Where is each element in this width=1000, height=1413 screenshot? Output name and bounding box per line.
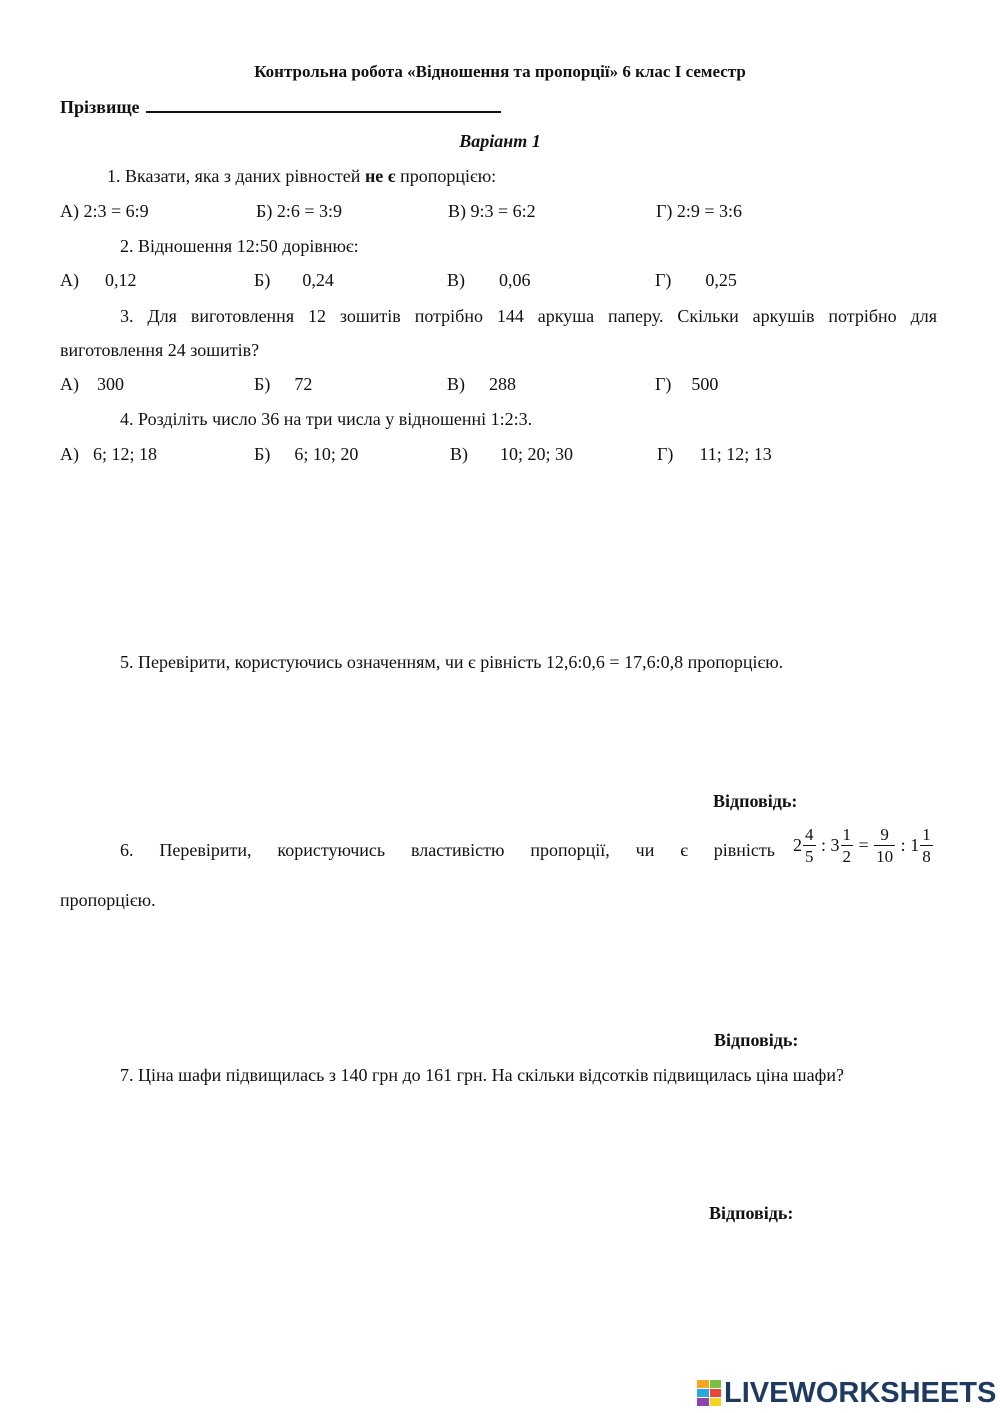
q3-option-c-value: 288 <box>489 374 516 394</box>
q2-option-d[interactable] <box>655 270 737 291</box>
question-1-bold: не є <box>364 166 396 186</box>
q4-option-b[interactable] <box>254 444 358 465</box>
q3-option-a-value: 300 <box>97 374 124 394</box>
q4-option-a-value: 6; 12; 18 <box>93 444 158 464</box>
q4-option-c-value: 10; 20; 30 <box>500 444 574 464</box>
liveworksheets-logo[interactable] <box>697 1378 996 1408</box>
q4-option-d-value: 11; 12; 13 <box>699 444 772 464</box>
q2-option-a[interactable] <box>60 270 137 291</box>
q3-option-d-value: 500 <box>691 374 719 394</box>
q3-option-c[interactable] <box>447 374 516 395</box>
q6-colon-1: : <box>821 835 827 855</box>
page-title: Контрольна робота «Відношення та пропорції» 6 клас І семестр <box>254 62 746 81</box>
q3-option-a-letter: А) <box>60 374 79 394</box>
q6-d-numerator: 1 <box>922 825 931 844</box>
q3-option-a[interactable] <box>60 374 124 395</box>
q6-b-whole: 3 <box>830 835 840 855</box>
q4-option-d[interactable] <box>657 444 772 465</box>
q2-option-b[interactable] <box>254 270 334 291</box>
q5-answer-label: Відповідь: <box>713 791 798 811</box>
q2-option-d-letter: Г) <box>655 270 672 290</box>
q6-a-whole: 2 <box>793 835 802 855</box>
q3-option-d-letter: Г) <box>655 374 672 394</box>
surname-blank-line[interactable] <box>146 97 501 113</box>
q6-a-numerator: 4 <box>805 825 814 844</box>
q6-b-numerator: 1 <box>842 825 852 844</box>
q6-c-numerator: 9 <box>874 826 895 846</box>
q6-fraction-a <box>803 826 816 865</box>
q4-option-b-letter: Б) <box>254 444 271 464</box>
question-6-line-2: пропорцією. <box>60 890 156 910</box>
q4-option-d-letter: Г) <box>657 444 674 464</box>
q2-option-c[interactable] <box>447 270 531 291</box>
question-7: 7. Ціна шафи підвищилась з 140 грн до 161 грн. На скільки відсотків підвищилась ціна шафи? <box>120 1065 844 1085</box>
q3-option-b[interactable] <box>254 374 312 395</box>
q1-option-d[interactable]: Г) 2:9 = 3:6 <box>656 201 743 221</box>
q6-colon-2: : <box>900 835 906 855</box>
question-1-prefix: 1. Вказати, яка з даних рівностей <box>107 166 365 186</box>
surname-label: Прізвище <box>60 97 140 117</box>
q3-option-b-letter: Б) <box>254 374 271 394</box>
q6-answer-label: Відповідь: <box>714 1030 799 1050</box>
q2-option-b-value: 0,24 <box>302 270 334 290</box>
question-3-line-2: виготовлення 24 зошитів? <box>60 340 260 360</box>
q3-option-c-letter: В) <box>447 374 465 394</box>
liveworksheets-logo-icon <box>697 1380 721 1406</box>
q6-a-denominator: 5 <box>805 847 814 866</box>
q1-option-c[interactable]: В) 9:3 = 6:2 <box>448 201 536 221</box>
q2-option-b-letter: Б) <box>254 270 271 290</box>
q1-option-a[interactable]: А) 2:3 = 6:9 <box>60 201 149 221</box>
question-1-suffix: пропорцією: <box>395 166 497 186</box>
question-1 <box>107 166 496 187</box>
q6-fraction-d <box>920 826 933 865</box>
q2-option-a-letter: А) <box>60 270 79 290</box>
q6-d-denominator: 8 <box>922 847 931 866</box>
q6-fraction-b <box>841 826 854 865</box>
q6-fraction-c <box>874 826 895 865</box>
q3-option-b-value: 72 <box>294 374 313 394</box>
q4-option-b-value: 6; 10; 20 <box>294 444 359 464</box>
q6-b-denominator: 2 <box>842 847 852 866</box>
question-5: 5. Перевірити, користуючись означенням, чи є рівність 12,6:0,6 = 17,6:0,8 пропорцією. <box>120 652 784 672</box>
variant-heading: Варіант 1 <box>459 131 541 151</box>
question-6-line-1: 6. Перевірити, користуючись властивістю пропорції, чи є рівність <box>120 840 775 860</box>
liveworksheets-logo-text: LIVEWORKSHEETS <box>724 1376 997 1409</box>
q1-option-b[interactable]: Б) 2:6 = 3:9 <box>256 201 342 221</box>
q6-c-denominator: 10 <box>876 847 894 866</box>
question-4: 4. Розділіть число 36 на три числа у відношенні 1:2:3. <box>120 409 533 429</box>
q7-answer-label: Відповідь: <box>709 1203 794 1223</box>
q4-option-c-letter: В) <box>450 444 468 464</box>
q2-option-c-value: 0,06 <box>499 270 531 290</box>
q4-option-a-letter: А) <box>60 444 79 464</box>
q6-d-whole: 1 <box>910 835 920 855</box>
q2-option-a-value: 0,12 <box>105 270 137 290</box>
q2-option-c-letter: В) <box>447 270 465 290</box>
q4-option-c[interactable] <box>450 444 573 465</box>
q6-equals: = <box>858 835 869 855</box>
question-2: 2. Відношення 12:50 дорівнює: <box>120 236 359 256</box>
q6-math-expression <box>793 826 934 865</box>
q4-option-a[interactable] <box>60 444 157 465</box>
q2-option-d-value: 0,25 <box>705 270 737 290</box>
question-3-line-1: 3. Для виготовлення 12 зошитів потрібно 144 аркуша паперу. Скільки аркушів потрібно для <box>120 306 937 326</box>
q3-option-d[interactable] <box>655 374 718 395</box>
surname-field[interactable] <box>60 97 501 118</box>
